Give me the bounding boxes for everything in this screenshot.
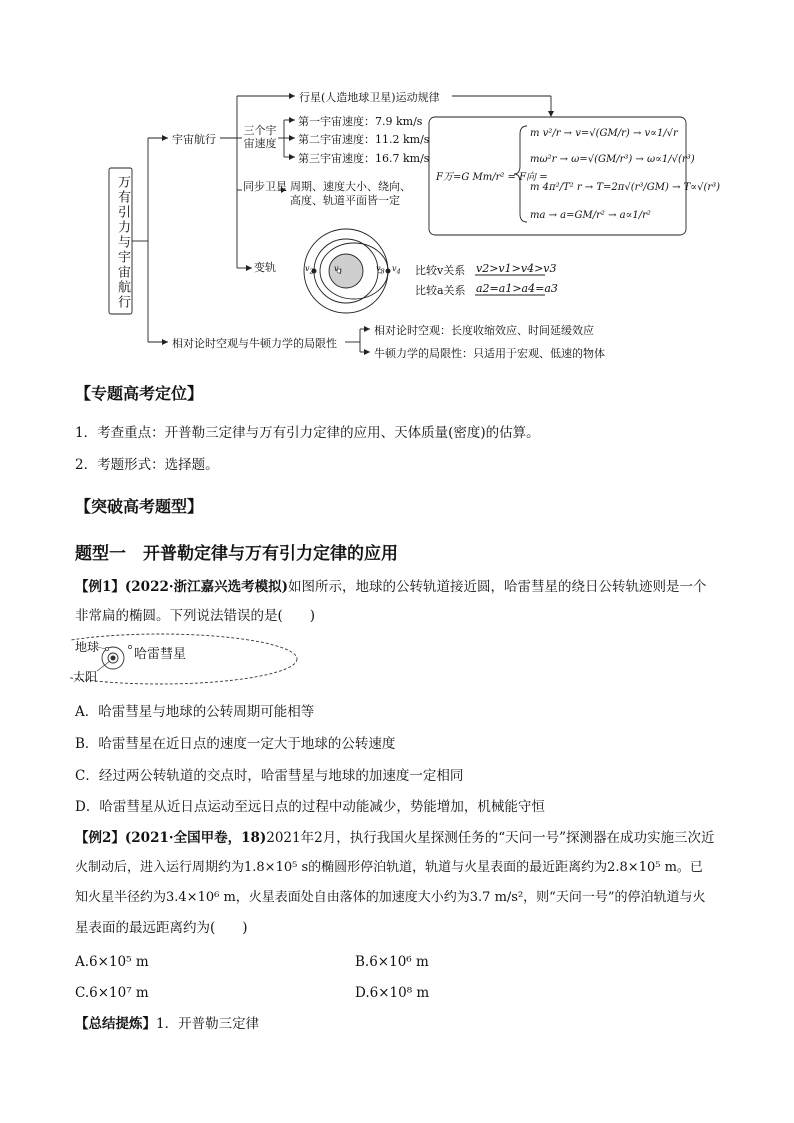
section-breakthrough-title: 【突破高考题型】 <box>75 497 204 516</box>
planet-law-label: 行星(人造地球卫星)运动规律 <box>299 91 440 104</box>
example2-text-1: 2021年2月，执行我国火星探测任务的“天问一号”探测器在成功实施三次近 <box>266 830 715 846</box>
example2-line1 <box>75 828 715 848</box>
example2-source: (2021·全国甲卷，18) <box>124 830 267 846</box>
orbit-change-label: 变轨 <box>254 261 276 274</box>
example2-option-c: C.6×10⁷ m <box>75 985 149 1001</box>
compare-a-value: a2=a1>a4=a3 <box>476 282 558 295</box>
example1-line2: 非常扁的椭圆。下列说法错误的是( ) <box>75 608 316 624</box>
compare-a-label: 比较a关系 <box>415 284 466 297</box>
section-positioning-title: 【专题高考定位】 <box>75 384 204 403</box>
formula-angular: mω²r → ω=√(GM/r³) → ω∝1/√(r³) <box>530 154 695 165</box>
example1-source: (2022·浙江嘉兴选考模拟) <box>124 579 288 595</box>
example2-option-a: A.6×10⁵ m <box>75 954 149 970</box>
fig-earth-label: 地球 <box>75 640 100 654</box>
example2-option-d: D.6×10⁸ m <box>355 985 430 1001</box>
example2-line3: 知火星半径约为3.4×10⁶ m，火星表面处自由落体的加速度大小约为3.7 m/s²，则“天问一号”的停泊轨道与火 <box>75 890 706 905</box>
orbit-v3-label: $v_3$ <box>376 264 385 276</box>
example1-option-d: D．哈雷彗星从近日点运动至远日点的过程中动能减少，势能增加，机械能守恒 <box>75 799 545 815</box>
geo-sat-text-1: 周期、速度大小、绕向、 <box>290 180 411 193</box>
example1-tag: 【例1】 <box>75 579 125 595</box>
newton-limit-text: 牛顿力学的局限性：只适用于宏观、低速的物体 <box>374 347 605 360</box>
formula-velocity: m v²/r → v=√(GM/r) → v∝1/√r <box>530 128 678 139</box>
comet-orbit-figure <box>70 632 310 687</box>
example1-option-b: B．哈雷彗星在近日点的速度一定大于地球的公转速度 <box>75 736 396 752</box>
example2-option-b: B.6×10⁶ m <box>355 954 429 970</box>
geo-sat-text-2: 高度、轨道平面皆一定 <box>290 194 400 207</box>
formula-left: F万=G Mm/r² = F向 = <box>436 172 548 183</box>
summary-text: 1．开普勒三定律 <box>156 1016 260 1032</box>
example2-line2: 火制动后，进入运行周期约为1.8×10⁵ s的椭圆形停泊轨道，轨道与火星表面的最近距离约为2.8×10⁵ m。已 <box>75 860 703 875</box>
example1-option-a: A．哈雷彗星与地球的公转周期可能相等 <box>75 704 315 720</box>
example2-line4: 星表面的最远距离约为( ) <box>75 920 248 936</box>
summary-tag: 【总结提炼】 <box>75 1016 156 1032</box>
fig-comet-label: 哈雷彗星 <box>134 647 187 662</box>
branch-space-flight: 宇宙航行 <box>172 133 216 146</box>
compare-v-value: v2>v1>v4>v3 <box>476 262 557 275</box>
three-speeds-label: 三个宇宙速度 <box>243 124 277 150</box>
focus-item-1: 1．考查重点：开普勒三定律与万有引力定律的应用、天体质量(密度)的估算。 <box>75 425 540 441</box>
second-cosmic-speed: 第二宇宙速度：11.2 km/s <box>298 133 430 146</box>
first-cosmic-speed: 第一宇宙速度：7.9 km/s <box>298 115 423 128</box>
relativity-branch: 相对论时空观与牛顿力学的局限性 <box>172 337 337 350</box>
summary-line <box>75 1014 259 1034</box>
example2-tag: 【例2】 <box>75 830 125 846</box>
orbit-v4-label: $v_4$ <box>392 264 401 276</box>
focus-item-2: 2．考题形式：选择题。 <box>75 457 219 473</box>
example1-text-1: 如图所示，地球的公转轨道接近圆，哈雷彗星的绕日公转轨迹则是一个 <box>287 579 707 595</box>
formula-acceleration: ma → a=GM/r² → a∝1/r² <box>530 210 651 221</box>
third-cosmic-speed: 第三宇宙速度：16.7 km/s <box>298 152 430 165</box>
formula-period: m 4π²/T² r → T=2π√(r³/GM) → T∝√(r³) <box>530 182 721 193</box>
mindmap-root: 万有引力与宇宙航行 <box>115 175 130 310</box>
question-type-1-title: 题型一 开普勒定律与万有引力定律的应用 <box>75 544 398 564</box>
relativity-text: 相对论时空观：长度收缩效应、时间延缓效应 <box>374 324 594 337</box>
orbit-v1-label: $v_1$ <box>334 264 343 276</box>
example1-option-c: C．经过两公转轨道的交点时，哈雷彗星与地球的加速度一定相同 <box>75 768 464 784</box>
fig-sun-label: 太阳 <box>73 670 98 684</box>
orbit-v2-label: $v_2$ <box>305 264 314 276</box>
geo-sat-label: 同步卫星 <box>243 180 287 193</box>
compare-v-label: 比较v关系 <box>415 264 466 277</box>
example1-line1 <box>75 577 706 597</box>
